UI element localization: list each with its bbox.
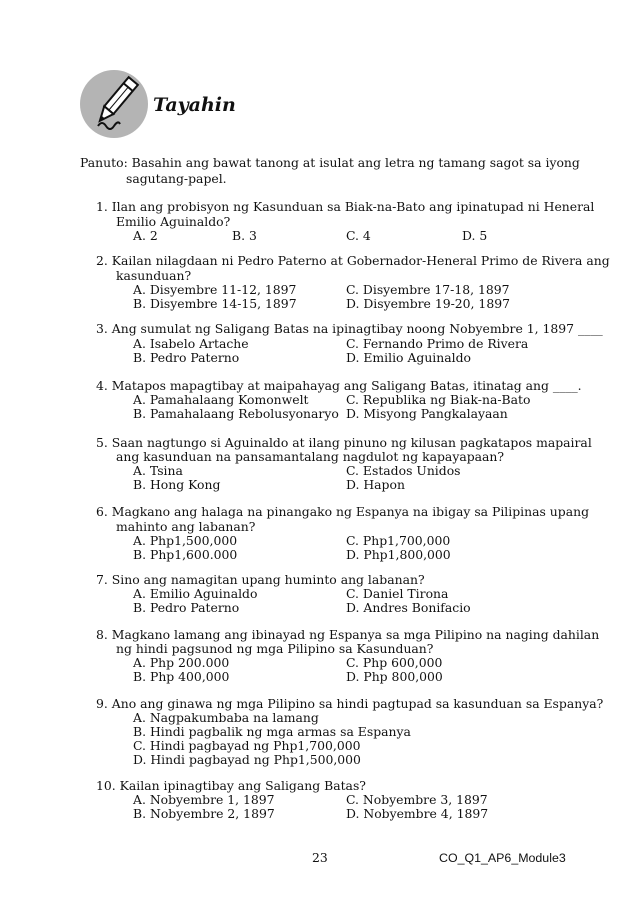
option: B. Php 400,000 <box>133 669 230 684</box>
option: B. Pamahalaang Rebolusyonaryo <box>133 406 339 421</box>
option: A. Isabelo Artache <box>133 336 249 351</box>
option: A. Emilio Aguinaldo <box>133 586 258 601</box>
option: D. 5 <box>462 228 488 243</box>
question-6-cont: mahinto ang labanan? <box>116 519 256 534</box>
option: D. Hindi pagbayad ng Php1,500,000 <box>133 752 361 767</box>
module-code: CO_Q1_AP6_Module3 <box>439 851 566 865</box>
option: C. Republika ng Biak-na-Bato <box>346 392 531 407</box>
option: B. 3 <box>232 228 257 243</box>
option: A. Pamahalaang Komonwelt <box>133 392 309 407</box>
option: A. Disyembre 11-12, 1897 <box>133 282 297 297</box>
pencil-icon <box>80 70 148 138</box>
option: D. Nobyembre 4, 1897 <box>346 806 489 821</box>
question-8: 8. Magkano lamang ang ibinayad ng Espanya sa mga Pilipino na naging dahilan <box>96 627 600 642</box>
option: B. Php1,600.000 <box>133 547 238 562</box>
option: C. Hindi pagbayad ng Php1,700,000 <box>133 738 361 753</box>
question-10: 10. Kailan ipinagtibay ang Saligang Batas? <box>96 778 366 793</box>
question-2-cont: kasunduan? <box>116 268 192 283</box>
option: C. Estados Unidos <box>346 463 461 478</box>
option: C. Disyembre 17-18, 1897 <box>346 282 510 297</box>
question-7: 7. Sino ang namagitan upang huminto ang labanan? <box>96 572 425 587</box>
option: A. 2 <box>133 228 158 243</box>
question-2: 2. Kailan nilagdaan ni Pedro Paterno at Gobernador-Heneral Primo de Rivera ang <box>96 253 610 268</box>
option: B. Pedro Paterno <box>133 600 240 615</box>
option: D. Disyembre 19-20, 1897 <box>346 296 510 311</box>
question-6: 6. Magkano ang halaga na pinangako ng Espanya na ibigay sa Pilipinas upang <box>96 504 590 519</box>
option: D. Andres Bonifacio <box>346 600 471 615</box>
option: D. Hapon <box>346 477 405 492</box>
option: A. Tsina <box>133 463 183 478</box>
option: D. Php1,800,000 <box>346 547 451 562</box>
option: D. Emilio Aguinaldo <box>346 350 471 365</box>
option: B. Disyembre 14-15, 1897 <box>133 296 297 311</box>
question-1-cont: Emilio Aguinaldo? <box>116 214 231 229</box>
option: D. Php 800,000 <box>346 669 443 684</box>
page-number: 23 <box>312 850 328 865</box>
option: A. Nagpakumbaba na lamang <box>133 710 319 725</box>
instruction-line1: Panuto: Basahin ang bawat tanong at isulat ang letra ng tamang sagot sa iyong <box>80 155 580 170</box>
instruction-line2: sagutang-papel. <box>126 171 227 186</box>
option: B. Nobyembre 2, 1897 <box>133 806 275 821</box>
question-5: 5. Saan nagtungo si Aguinaldo at ilang pinuno ng kilusan pagkatapos mapairal <box>96 435 592 450</box>
option: A. Php1,500,000 <box>133 533 238 548</box>
question-4: 4. Matapos mapagtibay at maipahayag ang Saligang Batas, itinatag ang ____. <box>96 378 582 393</box>
option: B. Hong Kong <box>133 477 221 492</box>
option: A. Php 200.000 <box>133 655 230 670</box>
question-1: 1. Ilan ang probisyon ng Kasunduan sa Biak-na-Bato ang ipinatupad ni Heneral <box>96 199 595 214</box>
option: C. Php1,700,000 <box>346 533 451 548</box>
section-title: Tayahin <box>153 94 236 116</box>
option: C. 4 <box>346 228 371 243</box>
option: D. Misyong Pangkalayaan <box>346 406 508 421</box>
option: C. Nobyembre 3, 1897 <box>346 792 488 807</box>
question-8-cont: ng hindi pagsunod ng mga Pilipino sa Kasunduan? <box>116 641 434 656</box>
question-5-cont: ang kasunduan na pansamantalang nagdulot ng kapayapaan? <box>116 449 505 464</box>
pencil-logo <box>80 70 148 138</box>
option: C. Daniel Tirona <box>346 586 449 601</box>
question-3: 3. Ang sumulat ng Saligang Batas na ipinagtibay noong Nobyembre 1, 1897 ____ <box>96 321 603 336</box>
option: C. Php 600,000 <box>346 655 443 670</box>
option: C. Fernando Primo de Rivera <box>346 336 529 351</box>
option: B. Hindi pagbalik ng mga armas sa Espanya <box>133 724 411 739</box>
question-9: 9. Ano ang ginawa ng mga Pilipino sa hindi pagtupad sa kasunduan sa Espanya? <box>96 696 604 711</box>
option: B. Pedro Paterno <box>133 350 240 365</box>
option: A. Nobyembre 1, 1897 <box>133 792 275 807</box>
